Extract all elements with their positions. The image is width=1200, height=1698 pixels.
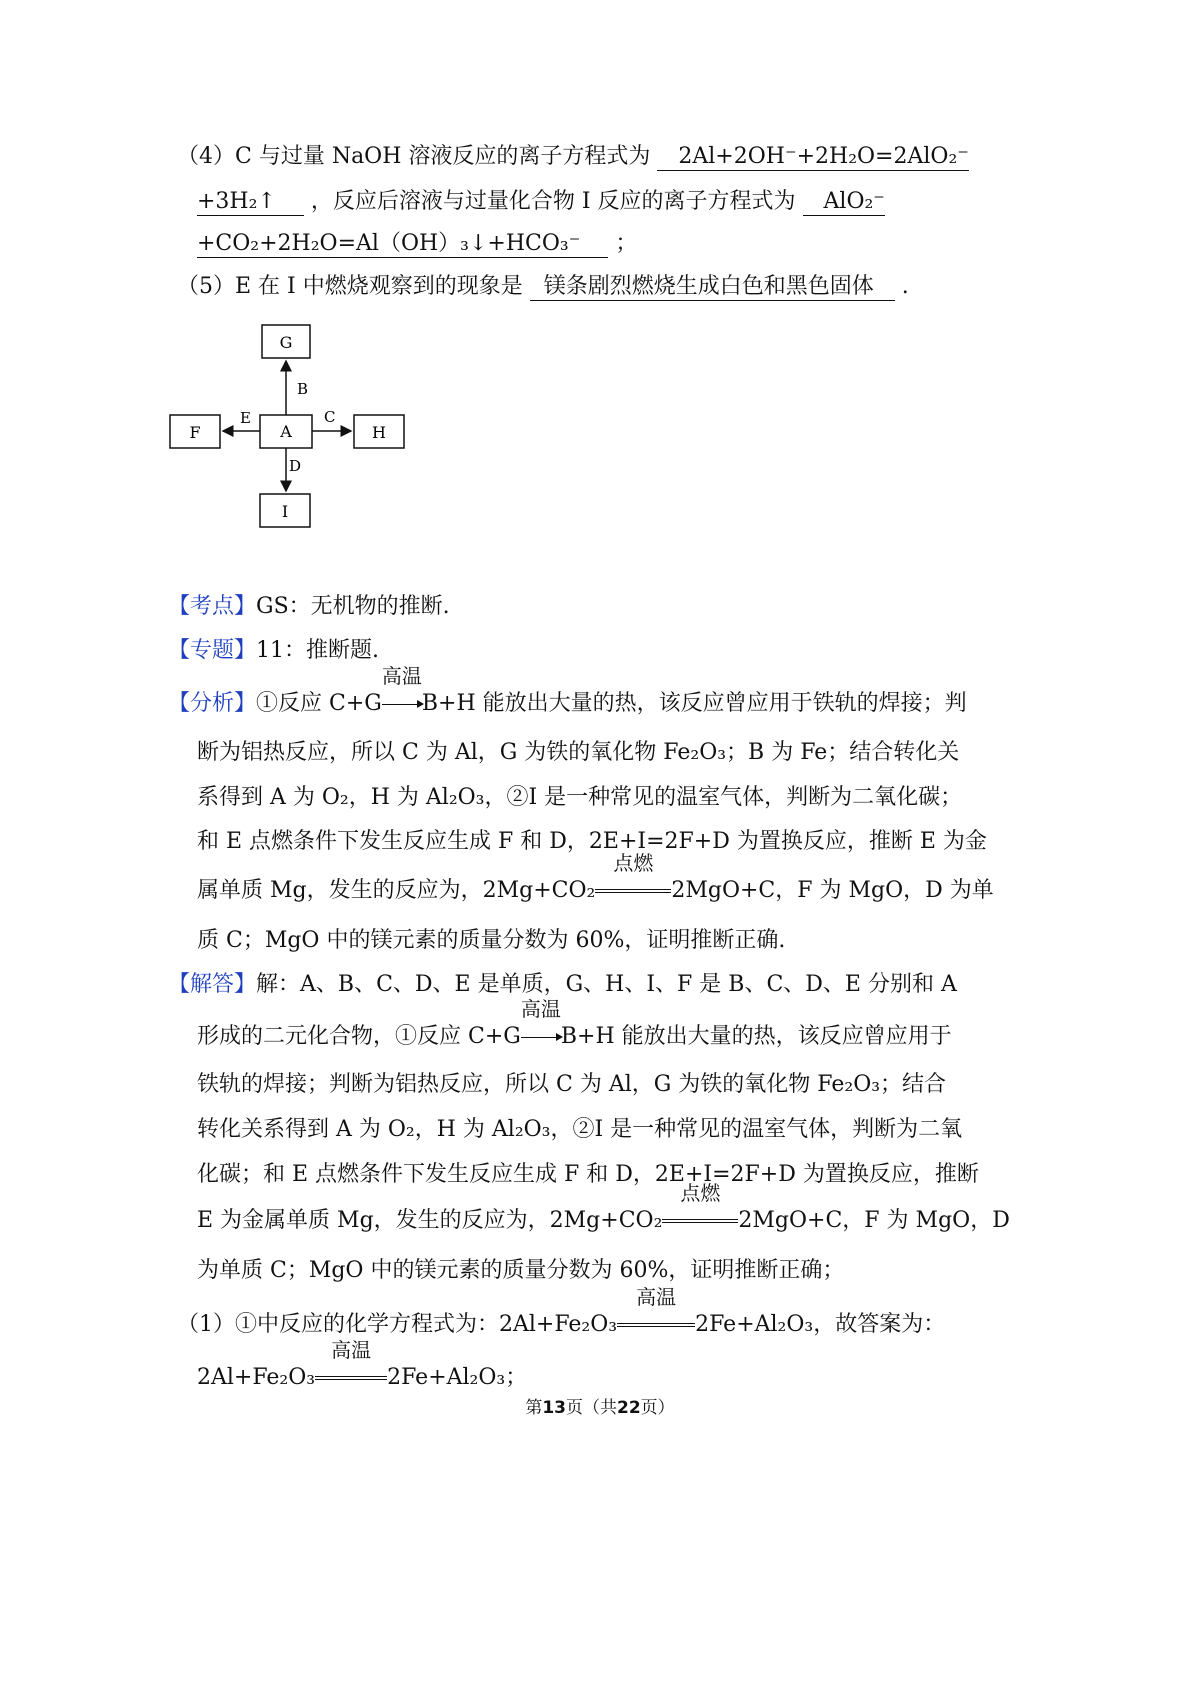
q4-line-1 — [177, 142, 969, 172]
q5-prompt: （5）E 在 I 中燃烧观察到的现象是 — [177, 274, 523, 299]
jieda-line-1 — [168, 970, 957, 1000]
label-g: G — [279, 333, 293, 352]
label-f: F — [189, 423, 201, 442]
q1-line-2 — [197, 1338, 528, 1393]
conversion-diagram — [160, 318, 420, 538]
q4-prompt: （4）C 与过量 NaOH 溶液反应的离子方程式为 — [177, 144, 651, 169]
label-i: I — [281, 502, 289, 521]
q1-text-1b: 2Fe+Al₂O₃，故答案为： — [695, 1312, 946, 1337]
footer-prefix: 第 — [525, 1398, 543, 1418]
jieda-line-5: 化碳；和 E 点燃条件下发生反应生成 F 和 D，2E+I=2F+D 为置换反应，推断 — [197, 1162, 979, 1187]
fenxi-text-1a: ①反应 C+G — [256, 691, 382, 716]
q1-text-2b: 2Fe+Al₂O₃； — [387, 1365, 528, 1390]
arrow-label-c: C — [324, 408, 336, 426]
jieda-condition-arrow: 高温 — [521, 1022, 561, 1052]
arrow-label-e: E — [240, 409, 251, 427]
q5-answer: 镁条剧烈燃烧生成白色和黑色固体 — [530, 274, 895, 301]
arrow-label-b: B — [297, 380, 309, 398]
jieda-line-7: 为单质 C；MgO 中的镁元素的质量分数为 60%，证明推断正确； — [197, 1258, 845, 1283]
fenxi-line-5 — [197, 851, 994, 906]
fenxi-line-4: 和 E 点燃条件下发生反应生成 F 和 D，2E+I=2F+D 为置换反应，推断 E 为金 — [197, 829, 987, 854]
zhuanti-tag: 【专题】 — [168, 638, 257, 663]
footer-suffix: 页） — [640, 1398, 675, 1418]
q4-prompt-2: ，反应后溶液与过量化合物 I 反应的离子方程式为 — [310, 189, 796, 214]
q1-high-temp-sign-2: 高温 — [315, 1363, 387, 1393]
page-footer — [0, 1393, 1200, 1418]
zhuanti-line — [168, 636, 379, 666]
jieda-text-6a: E 为金属单质 Mg，发生的反应为，2Mg+CO₂ — [197, 1208, 663, 1233]
fenxi-tag: 【分析】 — [168, 691, 257, 716]
jieda-tag: 【解答】 — [168, 972, 257, 997]
fenxi-ignite-sign: 点燃 — [595, 876, 671, 906]
jieda-line-6 — [197, 1181, 1010, 1236]
jieda-text-2a: 形成的二元化合物，①反应 C+G — [197, 1024, 521, 1049]
arrow-label-d: D — [289, 457, 302, 475]
q4-answer-1-cont: +3H₂↑ — [197, 189, 304, 216]
q4-line-3 — [197, 229, 637, 259]
fenxi-line-3: 系得到 A 为 O₂，H 为 Al₂O₃，②I 是一种常见的温室气体，判断为二氧化碳； — [197, 785, 963, 810]
label-a: A — [280, 422, 292, 441]
q4-answer-2-cont: +CO₂+2H₂O=Al（OH）₃↓+HCO₃⁻ — [197, 231, 608, 258]
jieda-text-1: 解：A、B、C、D、E 是单质，G、H、I、F 是 B、C、D、E 分别和 A — [256, 972, 957, 997]
kaodian-tag: 【考点】 — [168, 594, 257, 619]
jieda-ignite-sign: 点燃 — [662, 1206, 738, 1236]
q4-answer-2: AlO₂⁻ — [803, 189, 885, 216]
kaodian-line — [168, 592, 450, 622]
q4-end: ； — [615, 231, 638, 256]
q5-end: . — [901, 274, 909, 299]
fenxi-text-5a: 属单质 Mg，发生的反应为，2Mg+CO₂ — [197, 878, 596, 903]
q1-text-1a: （1）①中反应的化学方程式为：2Al+Fe₂O₃ — [177, 1312, 618, 1337]
jieda-line-2 — [197, 997, 952, 1052]
q1-line-1 — [177, 1285, 946, 1340]
jieda-text-6b: 2MgO+C，F 为 MgO，D — [738, 1208, 1010, 1233]
fenxi-line-6: 质 C；MgO 中的镁元素的质量分数为 60%，证明推断正确. — [197, 928, 786, 953]
q5-line — [177, 272, 909, 302]
footer-mid: 页（共 — [566, 1398, 617, 1418]
label-h: H — [372, 423, 386, 442]
q1-high-temp-sign: 高温 — [617, 1310, 695, 1340]
kaodian-text: GS：无机物的推断. — [256, 594, 450, 619]
jieda-line-3: 铁轨的焊接；判断为铝热反应，所以 C 为 Al，G 为铁的氧化物 Fe₂O₃；结合 — [197, 1072, 947, 1097]
q1-text-2a: 2Al+Fe₂O₃ — [197, 1365, 316, 1390]
fenxi-condition-arrow: 高温 — [382, 689, 422, 719]
footer-total-pages: 22 — [617, 1398, 641, 1418]
zhuanti-text: 11：推断题. — [256, 638, 380, 663]
fenxi-line-1 — [168, 664, 967, 719]
q4-line-2 — [197, 187, 885, 217]
fenxi-text-5b: 2MgO+C，F 为 MgO，D 为单 — [671, 878, 994, 903]
fenxi-text-1b: B+H 能放出大量的热，该反应曾应用于铁轨的焊接；判 — [421, 691, 967, 716]
fenxi-line-2: 断为铝热反应，所以 C 为 Al，G 为铁的氧化物 Fe₂O₃；B 为 Fe；结合转化关 — [197, 740, 960, 765]
footer-page-number: 13 — [542, 1398, 566, 1418]
q4-answer-1: 2Al+2OH⁻+2H₂O=2AlO₂⁻ — [657, 144, 968, 171]
jieda-text-2b: B+H 能放出大量的热，该反应曾应用于 — [560, 1024, 952, 1049]
jieda-line-4: 转化关系得到 A 为 O₂，H 为 Al₂O₃，②I 是一种常见的温室气体，判断为二氧 — [197, 1117, 963, 1142]
